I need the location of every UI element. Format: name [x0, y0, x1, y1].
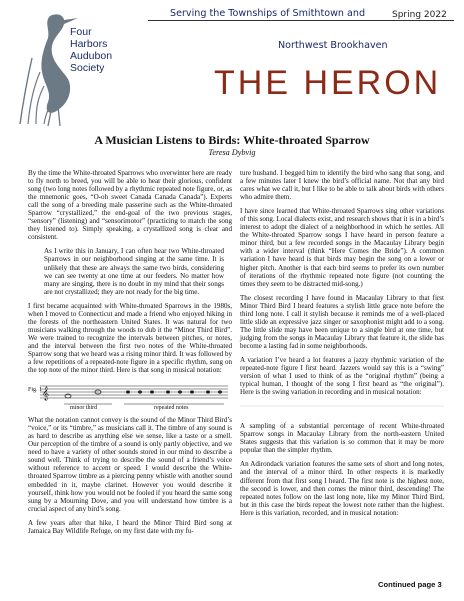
paragraph: A variation I’ve heard a lot features a jazzy rhythmic variation of the repeated-note figure I first heard. Jazzers would say this is a “swing” version of what I used to think of as the “original rhythm” (being a typical human, I thought of the song I first heard as “the original”). Here is the swing variation in recording and in musical notation:	[240, 355, 444, 397]
paragraph: I first became acquainted with White-throated Sparrows in the 1980s, when I moved to Connecticut and made a friend who enjoyed hiking in the forests of the northeastern United States. It was natural for two musicians walking through the woods to dub it the “Minor Third Bird”. We were trained to recognize the intervals between pitches, or notes, and the interval between the first two notes of the White-throated Sparrow song that we heard was a rising minor third. It was followed by a few repetitions of a repeated-note figure in a specific rhythm, sung on the top note of the minor third. Here is that song in musical notation:	[28, 301, 232, 375]
article-author: Teresa Dybvig	[208, 148, 256, 157]
org-line: Four	[70, 26, 92, 38]
issue-date: Spring 2022	[392, 10, 447, 20]
paragraph: The closest recording I have found in Macaulay Library to that first Minor Third Bird I heard features a stylish little grace note before the third long note. I call it stylish because it reminds me of a well-placed little slide an expressive jazz singer or saxophonist might add to a song. The little slide may have been unique to a single bird at one time, but judging from the songs in Macaulay Library that feature it, the slide has become a lasting fad in some neighborhoods.	[240, 293, 444, 350]
paragraph: I have since learned that White-throated Sparrows sing other variations of this song. Local dialects exist, and research shows that it is in a bird’s interest to adopt the dialect of a neighborhood in which he settles. All the White-throated Sparrow songs I have heard in person feature a minor third, but a few recorded songs in the Macaulay Library begin with a wider interval (think “Here Comes the Bride”). A common variation I have heard is that birds may begin the song on a lower or higher pitch. Another is that each bird seems to prefer its own number of iterations of the rhythmic repeated note figure (not counting the times they seem to be distracted mid-song.)	[240, 207, 444, 288]
serving-line-1: Serving the Townships of Smithtown and	[170, 8, 366, 19]
staff-icon	[28, 380, 232, 410]
continued-link[interactable]: Continued page 3	[378, 580, 442, 589]
right-column	[240, 169, 444, 523]
article-title: A Musician Listens to Birds: White-throated Sparrow	[94, 133, 370, 147]
header-rule	[148, 20, 454, 21]
org-line: Harbors	[70, 38, 108, 50]
masthead-title: THE HERON	[214, 64, 442, 102]
org-line: Audubon	[70, 50, 113, 62]
left-column	[28, 169, 232, 541]
paragraph: By the time the White-throated Sparrows who overwinter here are ready to fly north to breed, you will be able to hear their glorious, confident song (two long notes followed by a rhythmic repeated note figure, or, as the mnemonic goes, “O-oh sweet Canada Canada Canada”). Experts call the song of a breeding male passerine such as the White-throated Sparrow “crystallized,” the end-goal of the two previous stages, “sensory” (listening) and “sensorimotor” (practicing to match the song they listened to). Simply speaking, a crystallized song is clear and consistent.	[28, 169, 232, 242]
svg-text:𝄞: 𝄞	[42, 386, 50, 401]
staff-icon	[240, 402, 444, 410]
paragraph: An Adirondack variation features the same sets of short and long notes, and the interval of a minor third. In other respects it is markedly different from that first song I heard. The first note is the highest note, the second is lower, and then comes the minor third, descending! The repeated notes follow on the last long note, like my Minor Third Bird, but in this case the birds repeat the lowest note rather than the highest. Here is this variation, recorded, and in musical notation:	[240, 460, 444, 517]
swing-notation	[240, 402, 444, 410]
serving-line-2: Northwest Brookhaven	[278, 40, 388, 51]
org-name	[70, 26, 130, 74]
repeated-notes-label: repeated notes	[154, 405, 189, 412]
paragraph: ture husband. I begged him to identify the bird who sang that song, and a few minutes later I knew the bird’s official name. Not that any bird cares what we call it, but I like to be able to talk about birds with others who admire them.	[240, 169, 444, 202]
minor-third-label: minor third	[70, 405, 98, 412]
paragraph: A few years after that hike, I heard the Minor Third Bird song at Jamaica Bay Wildlife Refuge, on my first date with my fu-	[28, 518, 232, 535]
paragraph: What the notation cannot convey is the sound of the Minor Third Bird’s “voice,” or its “timbre,” as musicians call it. The timbre of any sound is as hard to describe as anything else we sense, like a taste or a smell. Our perception of the timbre of a sound is only partly objective, and we need to have a variety of other sounds stored in our mind to describe a sound well. Think of trying to describe the sound of a friend’s voice without reference to accent or speed. I would describe the White-throated Sparrow timbre as a piercing penny whistle with another sound embedded in it, maybe clarinet. However you would describe it yourself, think how you would not be fooled if you heard the same song sung by a Mourning Dove, and you will understand how timbre is a crucial aspect of any bird’s song.	[28, 416, 232, 513]
paragraph: A sampling of a substantial percentage of recent White-throated Sparrow songs in Macaulay Library from the north-eastern United States suggests that this variation is so common that it may be more popular than the simpler rhythm.	[240, 422, 444, 455]
org-line: Society	[70, 62, 105, 74]
paragraph: As I write this in January, I can often hear two White-throated Sparrows in our neighborhood singing at the same time. It is unlikely that these are always the same two birds, considering we can see twenty at one time at our feeders. No matter how many are singing, there is no doubt in my mind that their songs are not crystallized; they are not ready for the big time.	[44, 247, 224, 296]
music-notation	[28, 380, 232, 410]
figure-label: Fig. 1	[28, 387, 43, 394]
